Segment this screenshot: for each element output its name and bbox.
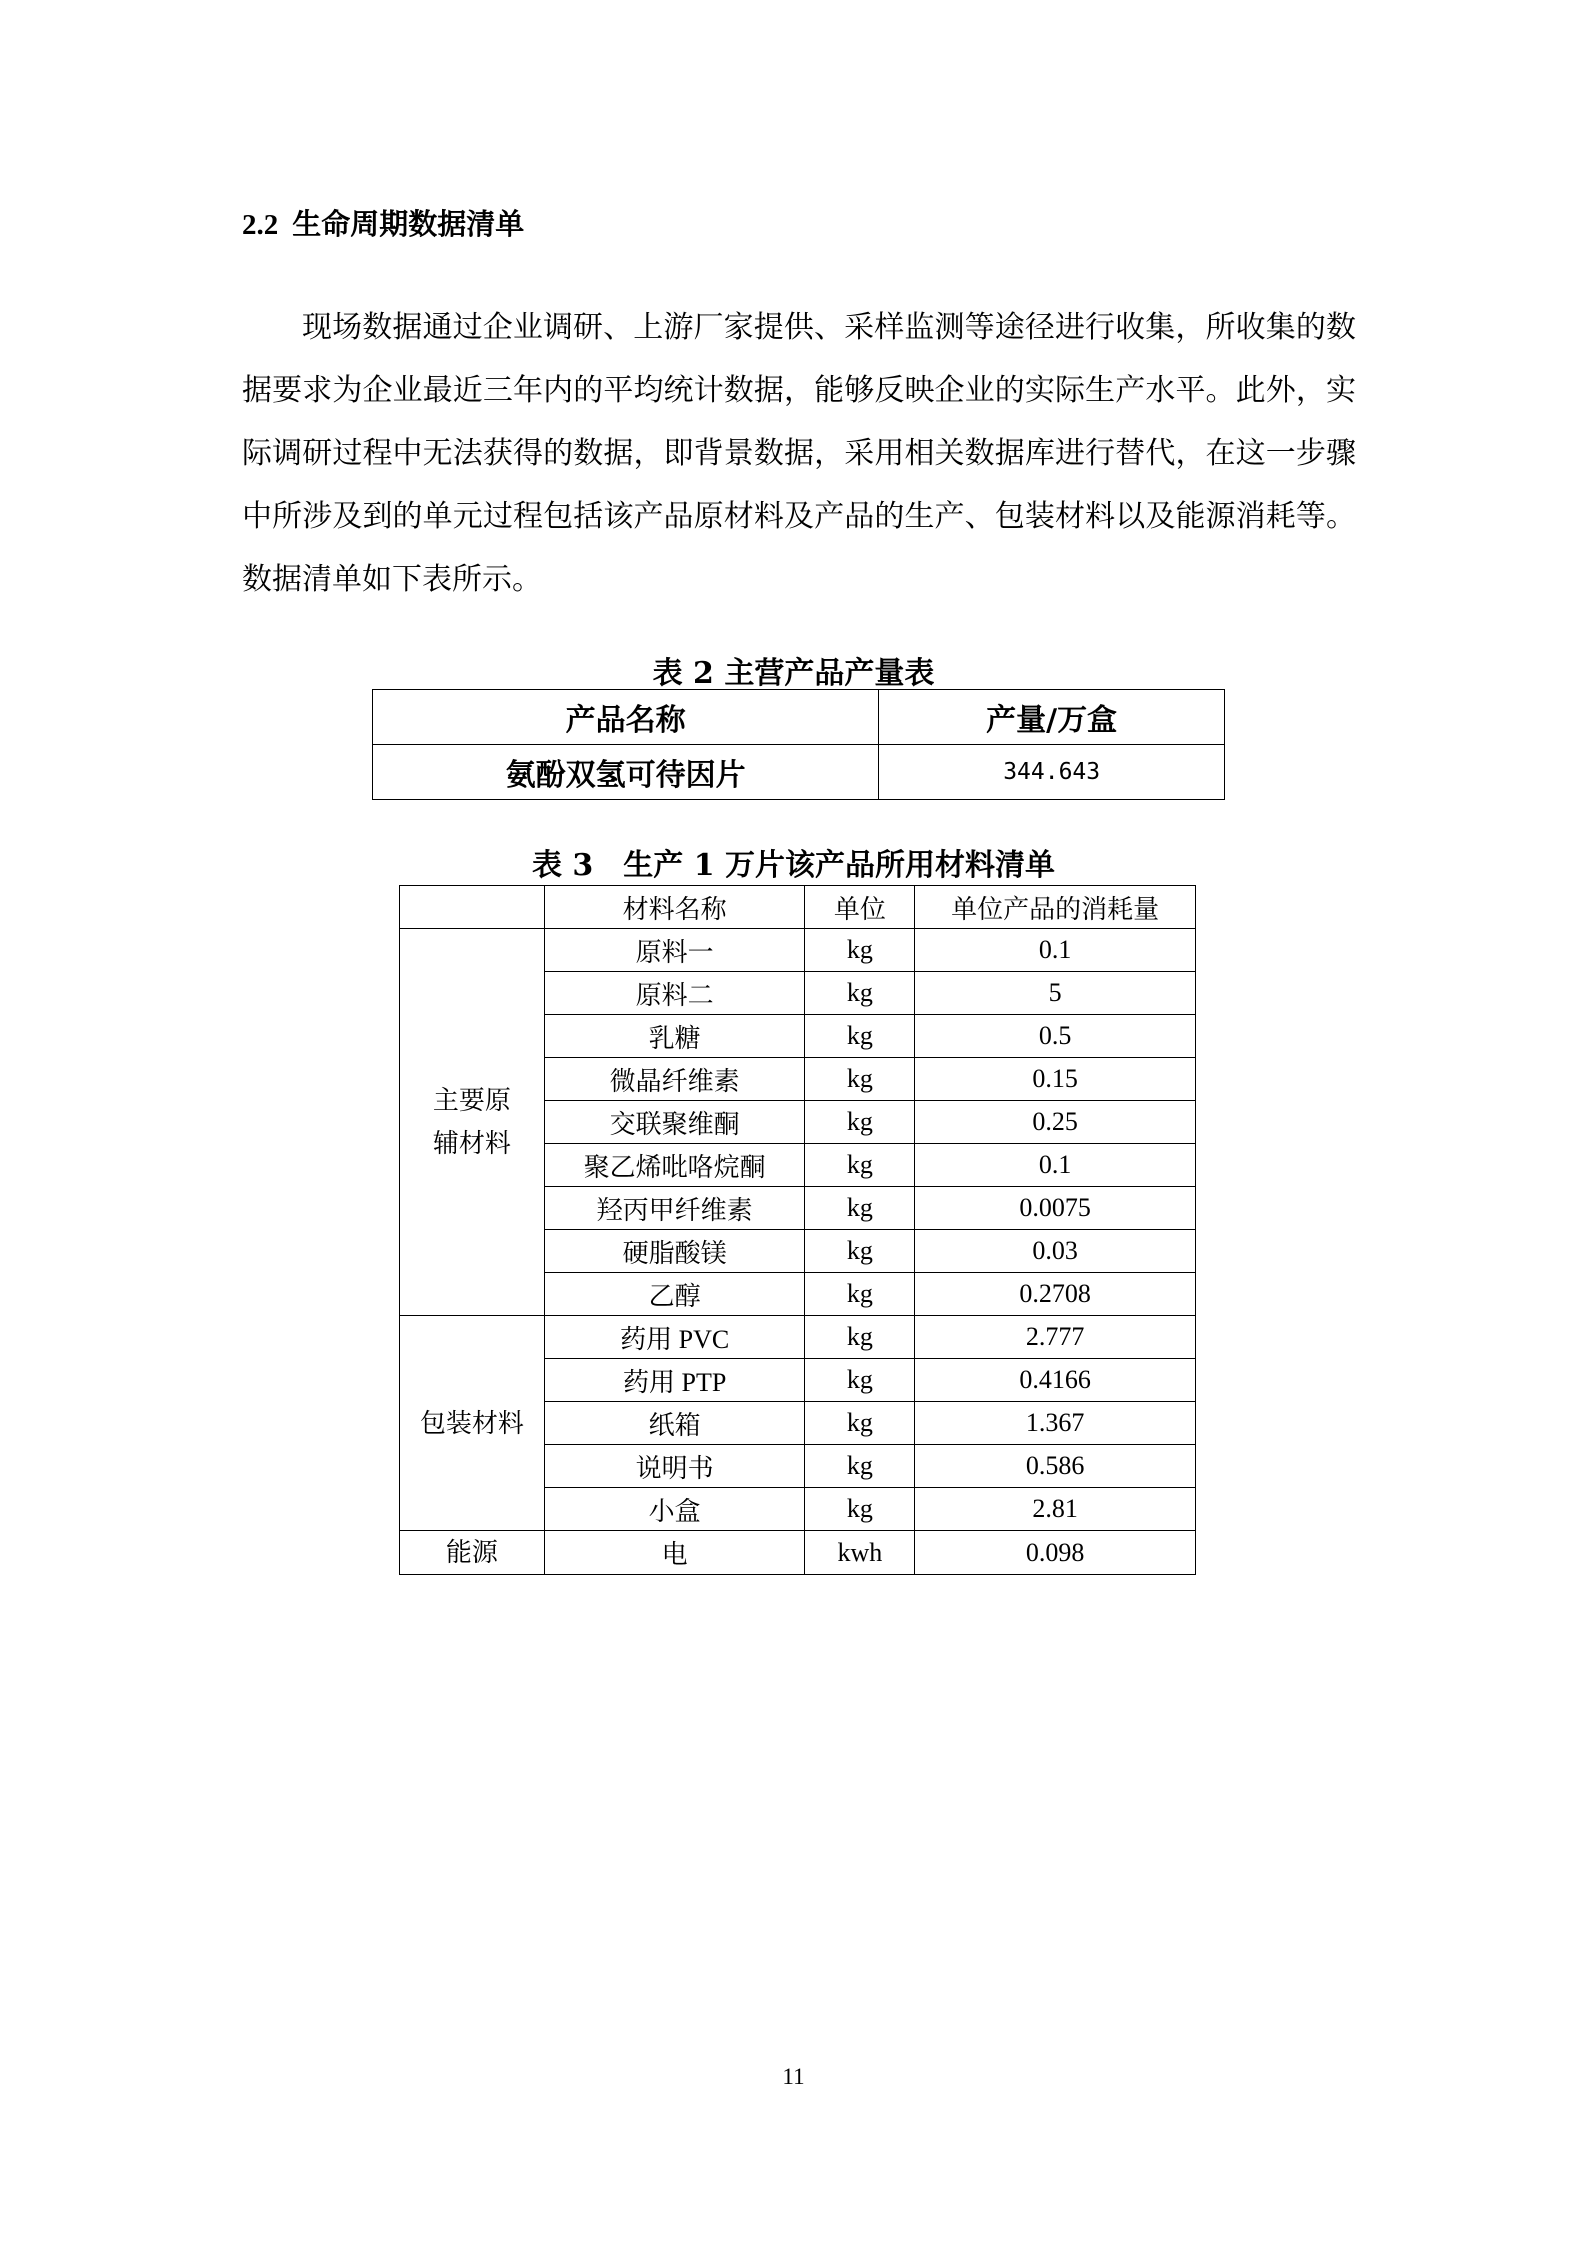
section-title: 生命周期数据清单 [292,209,525,241]
consumption-cell: 0.586 [915,1445,1196,1488]
consumption-cell: 2.777 [915,1316,1196,1359]
unit-cell: kg [805,1144,915,1187]
consumption-cell: 0.5 [915,1015,1196,1058]
body-paragraph: 现场数据通过企业调研、上游厂家提供、采样监测等途径进行收集，所收集的数据要求为企业最近三年内的平均统计数据，能够反映企业的实际生产水平。此外，实际调研过程中无法获得的数据，即背景数据，采用相关数据库进行替代，在这一步骤中所涉及到的单元过程包括该产品原材料及产品的生产、包装材料以及能源消耗等。数据清单如下表所示。 [242,310,1356,597]
material-name-cell: 小盒 [544,1488,805,1531]
group-cell-raw-materials: 主要原辅材料 [400,929,545,1316]
unit-cell: kg [805,1187,915,1230]
material-list-table [399,885,1196,1575]
consumption-cell: 0.1 [915,1144,1196,1187]
material-name-cell: 原料二 [544,972,805,1015]
unit-cell: kg [805,1359,915,1402]
material-name-cell: 纸箱 [544,1402,805,1445]
material-name-cell: 说明书 [544,1445,805,1488]
unit-cell: kg [805,1058,915,1101]
material-name-cell: 硬脂酸镁 [544,1230,805,1273]
consumption-cell: 0.25 [915,1101,1196,1144]
consumption-cell: 0.1 [915,929,1196,972]
table-header-row [400,886,1196,929]
consumption-cell: 2.81 [915,1488,1196,1531]
page-number: 11 [782,2064,805,2089]
table2-caption: 表 2 主营产品产量表 [652,656,935,691]
material-name-cell: 交联聚维酮 [544,1101,805,1144]
table-row [400,929,1196,972]
table-row [400,1531,1196,1575]
section-number: 2.2 [242,209,279,241]
consumption-cell: 5 [915,972,1196,1015]
unit-cell: kwh [805,1531,915,1575]
table-header-cell [400,886,545,929]
unit-cell: kg [805,1488,915,1531]
material-name-cell: 原料一 [544,929,805,972]
table-header-cell: 单位产品的消耗量 [915,886,1196,929]
consumption-cell: 0.4166 [915,1359,1196,1402]
material-name-cell: 羟丙甲纤维素 [544,1187,805,1230]
material-name-cell: 乙醇 [544,1273,805,1316]
table-row [373,745,1225,800]
consumption-cell: 0.03 [915,1230,1196,1273]
product-name-cell: 氨酚双氢可待因片 [373,745,879,800]
section-heading [242,202,524,243]
table3-caption: 表 3 生产 1 万片该产品所用材料清单 [531,848,1056,883]
table-header-row [373,690,1225,745]
unit-cell: kg [805,1101,915,1144]
unit-cell: kg [805,1316,915,1359]
material-name-cell: 电 [544,1531,805,1575]
group-cell-energy: 能源 [400,1531,545,1575]
material-name-cell: 微晶纤维素 [544,1058,805,1101]
table-header-cell: 产品名称 [373,690,879,745]
unit-cell: kg [805,972,915,1015]
table-header-cell: 材料名称 [544,886,805,929]
material-name-cell: 药用 PTP [544,1359,805,1402]
material-name-cell: 乳糖 [544,1015,805,1058]
material-name-cell: 聚乙烯吡咯烷酮 [544,1144,805,1187]
group-cell-packaging: 包装材料 [400,1316,545,1531]
consumption-cell: 0.0075 [915,1187,1196,1230]
consumption-cell: 1.367 [915,1402,1196,1445]
product-output-table [372,689,1225,800]
consumption-cell: 0.2708 [915,1273,1196,1316]
table-row [400,1316,1196,1359]
unit-cell: kg [805,1015,915,1058]
material-name-cell: 药用 PVC [544,1316,805,1359]
table-header-cell: 产量/万盒 [879,690,1225,745]
output-value-cell: 344.643 [879,745,1225,800]
unit-cell: kg [805,1445,915,1488]
unit-cell: kg [805,929,915,972]
unit-cell: kg [805,1273,915,1316]
table-header-cell: 单位 [805,886,915,929]
consumption-cell: 0.15 [915,1058,1196,1101]
unit-cell: kg [805,1230,915,1273]
unit-cell: kg [805,1402,915,1445]
consumption-cell: 0.098 [915,1531,1196,1575]
